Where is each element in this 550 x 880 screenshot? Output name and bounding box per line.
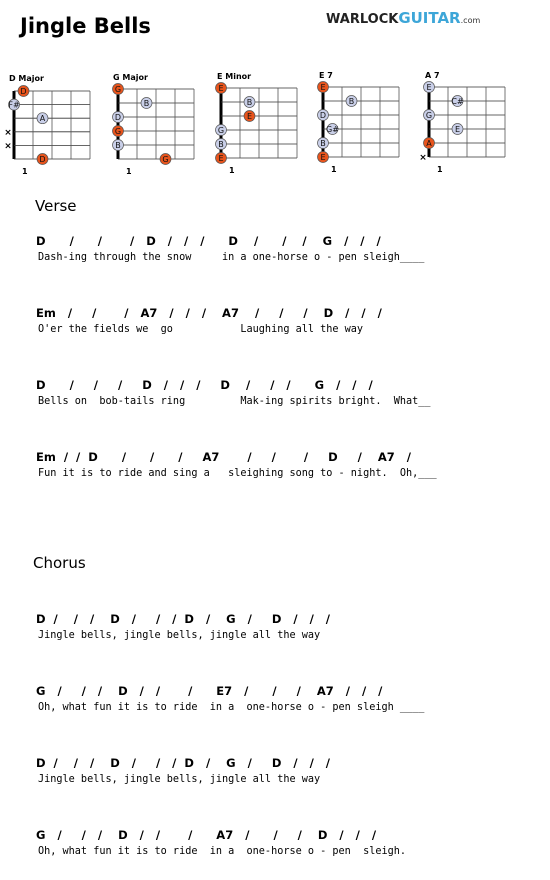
fret-number: 1	[126, 167, 132, 176]
chord-line: Em / / / A7 / / / A7 / / / D / / /	[36, 306, 382, 320]
chord-line: G / / / D / / / E7 / / / A7 / / /	[36, 684, 383, 698]
note-label: E	[320, 83, 326, 92]
fret-number: 1	[229, 166, 235, 175]
chord-diagram-title: E Minor	[217, 72, 252, 81]
note-label: B	[320, 139, 326, 148]
note-label: E	[246, 112, 253, 121]
lyric-line: Fun it is to ride and sing a sleighing song to - night. Oh,___	[38, 468, 437, 479]
note-label: E	[218, 84, 224, 93]
note-label: A	[426, 139, 432, 148]
chord-diagram-graphics	[0, 66, 550, 186]
lyric-line: Jingle bells, jingle bells, jingle all the way	[38, 774, 321, 785]
lyric-line: Jingle bells, jingle bells, jingle all the way	[38, 630, 321, 641]
note-label: B	[246, 98, 253, 107]
lyric-line: Oh, what fun it is to ride in a one-horse o - pen sleigh ____	[38, 702, 425, 713]
note-label: D	[39, 155, 46, 164]
fret-number: 1	[22, 167, 28, 176]
page-title: Jingle Bells	[20, 14, 151, 38]
chord-diagram-title: G Major	[113, 73, 148, 82]
chord-line: G / / / D / / / A7 / / / D / / /	[36, 828, 377, 842]
logo-part-dotcom: .com	[460, 16, 481, 25]
note-label: B	[348, 97, 355, 106]
section-heading-chorus: Chorus	[33, 554, 86, 572]
note-label: G	[114, 85, 122, 94]
note-label: G	[217, 126, 225, 135]
chord-line: D / / / D / / / D / G / D / / /	[36, 612, 331, 626]
note-label: G	[162, 155, 169, 164]
lyric-line: O'er the fields we go Laughing all the way	[38, 324, 364, 335]
chord-line: D / / / D / / / D / G / D / / /	[36, 756, 331, 770]
logo-part-warlock: WARLOCK	[326, 12, 399, 27]
note-label: G	[114, 127, 122, 136]
note-label: G#	[326, 125, 339, 134]
chord-line: Em / / D / / / A7 / / / D / A7 /	[36, 450, 411, 464]
logo-part-guitar: GUITAR	[398, 9, 461, 27]
note-label: C#	[451, 97, 464, 106]
note-label: F#	[8, 100, 20, 110]
lyric-line: Bells on bob-tails ring Mak-ing spirits bright. What__	[38, 396, 431, 407]
muted-string-marker: ×	[419, 153, 427, 163]
note-label: E	[218, 154, 224, 163]
chord-diagram-title: E 7	[319, 71, 333, 80]
muted-string-marker: ×	[4, 127, 12, 138]
note-label: E	[454, 125, 461, 134]
section-heading-verse: Verse	[35, 197, 77, 215]
muted-string-marker: ×	[4, 141, 12, 152]
chord-line: D / / / D / / / D / / / G / / /	[36, 234, 381, 248]
note-label: D	[114, 113, 122, 122]
chord-line: D / / / D / / / D / / / G / / /	[36, 378, 373, 392]
chord-diagrams	[0, 66, 550, 186]
chord-diagram-title: A 7	[425, 71, 440, 80]
note-label: D	[319, 111, 327, 120]
note-label: G	[425, 111, 433, 120]
site-logo[interactable]	[326, 9, 480, 27]
note-label: A	[39, 114, 46, 124]
note-label: B	[218, 140, 224, 149]
fret-number: 1	[331, 165, 337, 174]
note-label: D	[20, 87, 27, 96]
chord-diagram-title: D Major	[9, 74, 44, 83]
lyric-line: Dash-ing through the snow in a one-horse o - pen sleigh____	[38, 252, 425, 263]
fret-number: 1	[437, 165, 443, 174]
note-label: B	[115, 141, 121, 150]
note-label: E	[320, 153, 326, 162]
lyric-line: Oh, what fun it is to ride in a one-horse o - pen sleigh.	[38, 846, 407, 857]
note-label: E	[426, 83, 432, 92]
note-label: B	[143, 99, 150, 108]
